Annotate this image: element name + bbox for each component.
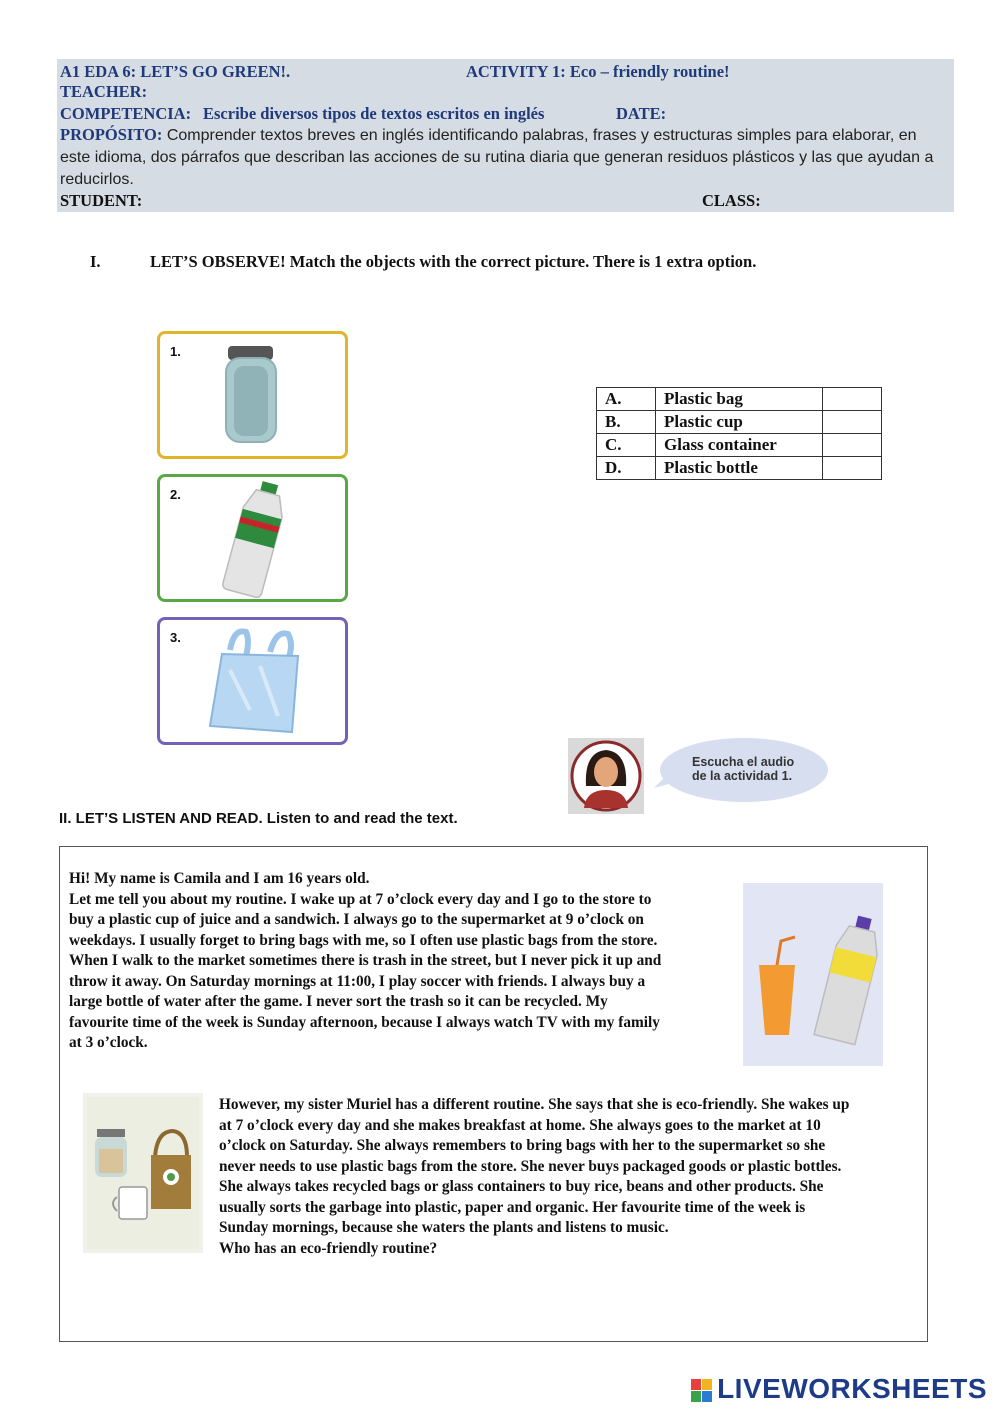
matching-options-table — [596, 387, 882, 480]
bubble-line: de la actividad 1. — [692, 769, 793, 783]
text-line: at 7 o’clock every day and she makes breakfast at home. She always goes to the market at 10 — [219, 1116, 821, 1134]
date-label: DATE: — [616, 104, 667, 123]
reading-text-box — [59, 846, 928, 1342]
option-letter: B. — [597, 411, 656, 434]
cup-and-bottle-image — [735, 875, 891, 1074]
text-line: She always takes recycled bags or glass containers to buy rice, beans and other products. She — [219, 1178, 824, 1195]
picture-card-1 — [157, 331, 348, 459]
text-line: at 3 o’clock. — [69, 1034, 148, 1051]
liveworksheets-logo-icon — [691, 1379, 713, 1403]
option-label: Glass container — [656, 434, 823, 457]
option-label: Plastic bag — [656, 388, 823, 411]
plastic-bag-icon — [160, 620, 345, 742]
text-line: buy a plastic cup of juice and a sandwich. I always go to the supermarket at 9 o’clock on — [69, 911, 644, 928]
text-line: Let me tell you about my routine. I wake up at 7 o’clock every day and I go to the store to — [69, 890, 652, 908]
option-row-a — [597, 388, 882, 411]
option-letter: D. — [597, 457, 656, 480]
option-letter: C. — [597, 434, 656, 457]
text-line: weekdays. I usually forget to bring bags with me, so I often use plastic bags from the store. — [69, 931, 658, 949]
option-letter: A. — [597, 388, 656, 411]
competencia-text: Escribe diversos tipos de textos escritos en inglés — [203, 104, 545, 123]
text-line: never needs to use plastic bags from the store. She never buys packaged goods or plastic bottles. — [219, 1157, 842, 1175]
question-line: Who has an eco-friendly routine? — [219, 1239, 438, 1257]
glass-jar-icon — [160, 334, 345, 456]
text-line: throw it away. On Saturday mornings at 11:00, I play soccer with friends. I always buy a — [69, 972, 646, 990]
option-row-b — [597, 411, 882, 434]
text-line: However, my sister Muriel has a different routine. She says that she is eco-friendly. She wakes up — [219, 1096, 850, 1113]
text-line: usually sorts the garbage into plastic, paper and organic. Her favourite time of the week is — [219, 1198, 806, 1216]
eco-bags-and-jar-image — [83, 1093, 203, 1253]
answer-input-b[interactable] — [823, 411, 882, 434]
worksheet-header — [57, 59, 954, 212]
answer-input-d[interactable] — [823, 457, 882, 480]
teacher-label: TEACHER: — [60, 82, 148, 101]
liveworksheets-brand — [691, 1373, 987, 1405]
option-row-d — [597, 457, 882, 480]
answer-input-c[interactable] — [823, 434, 882, 457]
audio-bubble-text — [692, 755, 794, 783]
answer-input-a[interactable] — [823, 388, 882, 411]
camila-paragraph — [69, 869, 661, 1054]
card-number: 3. — [170, 630, 181, 645]
student-label: STUDENT: — [60, 191, 143, 210]
class-label: CLASS: — [702, 191, 761, 210]
text-line: Hi! My name is Camila and I am 16 years old. — [69, 870, 370, 887]
section1-number: I. — [90, 252, 101, 271]
plastic-bottle-icon — [160, 477, 345, 599]
proposito-text: Comprender textos breves en inglés identificando palabras, frases y estructuras simples para elaborar, en este idioma, dos párrafos que describan las acciones de su rutina diaria que generan residuos plásticos y las que ayudan a reducirlos. — [60, 127, 934, 188]
brand-text: LIVEWORKSHEETS — [717, 1373, 987, 1404]
text-line: large bottle of water after the game. I never sort the trash so it can be recycled. My — [69, 993, 608, 1010]
text-line: When I walk to the market sometimes there is trash in the street, but I never pick it up and — [69, 952, 662, 969]
option-label: Plastic cup — [656, 411, 823, 434]
section1-title: LET’S OBSERVE! Match the objects with the correct picture. There is 1 extra option. — [150, 252, 757, 271]
text-line: Sunday mornings, because she waters the plants and listens to music. — [219, 1219, 669, 1236]
text-line: o’clock on Saturday. She always remembers to bring bags with her to the supermarket so she — [219, 1137, 826, 1154]
eda-title: A1 EDA 6: LET’S GO GREEN!. — [60, 62, 291, 81]
competencia-label: COMPETENCIA: — [60, 104, 192, 123]
option-row-c — [597, 434, 882, 457]
proposito-label: PROPÓSITO: — [60, 125, 163, 144]
audio-prompt[interactable] — [568, 736, 838, 816]
section2-title: II. LET’S LISTEN AND READ. Listen to and read the text. — [59, 810, 458, 827]
text-line: favourite time of the week is Sunday afternoon, because I always watch TV with my family — [69, 1013, 660, 1031]
card-number: 2. — [170, 487, 181, 502]
bubble-line: Escucha el audio — [692, 755, 795, 769]
proposito — [60, 124, 950, 191]
option-label: Plastic bottle — [656, 457, 823, 480]
card-number: 1. — [170, 344, 181, 359]
muriel-paragraph — [219, 1095, 849, 1259]
activity-title: ACTIVITY 1: Eco – friendly routine! — [466, 62, 730, 81]
picture-card-3 — [157, 617, 348, 745]
picture-card-2 — [157, 474, 348, 602]
